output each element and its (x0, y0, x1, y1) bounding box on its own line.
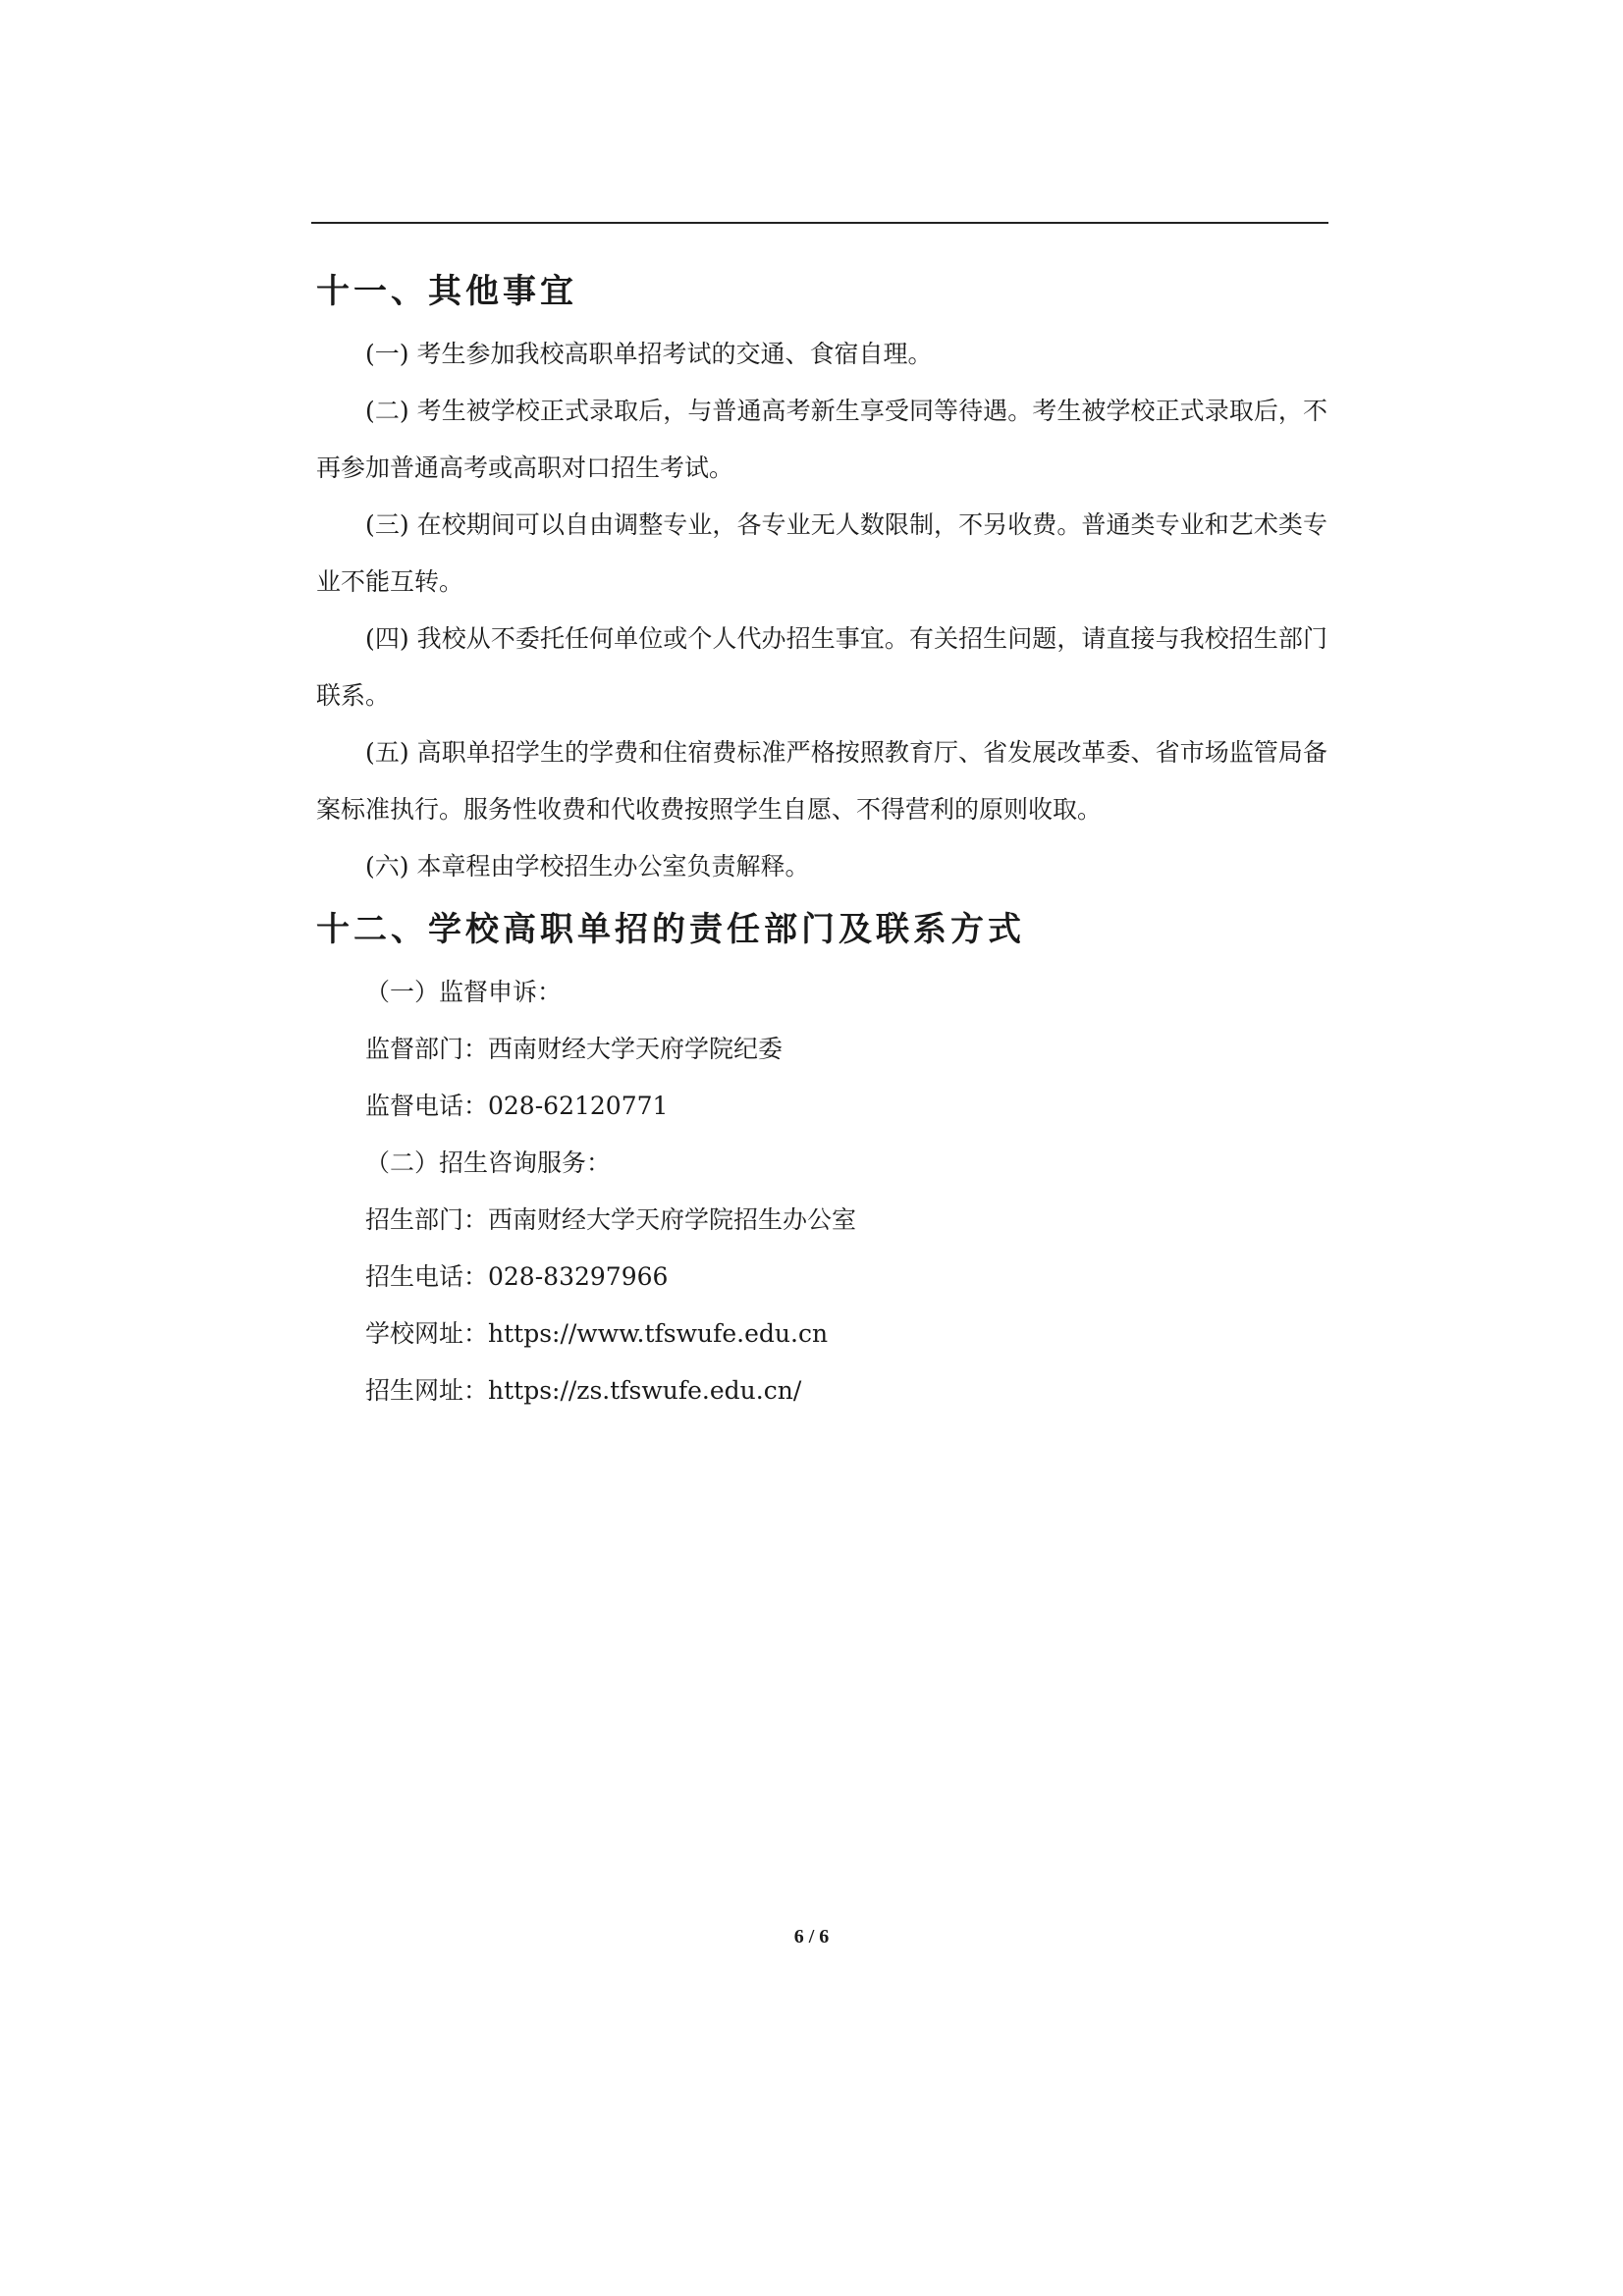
document-body (316, 257, 1327, 1419)
list-item: (五) 高职单招学生的学费和住宿费标准严格按照教育厅、省发展改革委、省市场监管局备案标准执行。服务性收费和代收费按照学生自愿、不得营利的原则收取。 (316, 738, 1327, 824)
supervision-department: 监督部门：西南财经大学天府学院纪委 (365, 1035, 784, 1063)
list-item: (六) 本章程由学校招生办公室负责解释。 (365, 852, 810, 881)
supervision-phone: 监督电话：028-62120771 (365, 1092, 669, 1120)
list-item: (四) 我校从不委托任何单位或个人代办招生事宜。有关招生问题，请直接与我校招生部门联系。 (316, 624, 1327, 710)
list-item: (二) 考生被学校正式录取后，与普通高考新生享受同等待遇。考生被学校正式录取后，不再参加普通高考或高职对口招生考试。 (316, 397, 1327, 482)
school-website: 学校网址：https://www.tfswufe.edu.cn (365, 1319, 829, 1348)
section-12-heading: 十二、学校高职单招的责任部门及联系方式 (316, 910, 1025, 949)
section-11-heading: 十一、其他事宜 (316, 272, 577, 311)
section-11-list (316, 326, 1327, 895)
page-number: 6 / 6 (793, 1926, 830, 1948)
header-rule (311, 222, 1328, 224)
section-12-contact-list (316, 964, 1327, 1419)
list-item: (三) 在校期间可以自由调整专业，各专业无人数限制，不另收费。普通类专业和艺术类专业不能互转。 (316, 510, 1327, 596)
admissions-phone: 招生电话：028-83297966 (365, 1262, 669, 1291)
list-item: (一) 考生参加我校高职单招考试的交通、食宿自理。 (365, 340, 933, 368)
admissions-website: 招生网址：https://zs.tfswufe.edu.cn/ (365, 1376, 802, 1405)
supervision-subheading: （一）监督申诉： (365, 978, 563, 1006)
admissions-subheading: （二）招生咨询服务： (365, 1148, 612, 1177)
admissions-department: 招生部门：西南财经大学天府学院招生办公室 (365, 1205, 857, 1234)
